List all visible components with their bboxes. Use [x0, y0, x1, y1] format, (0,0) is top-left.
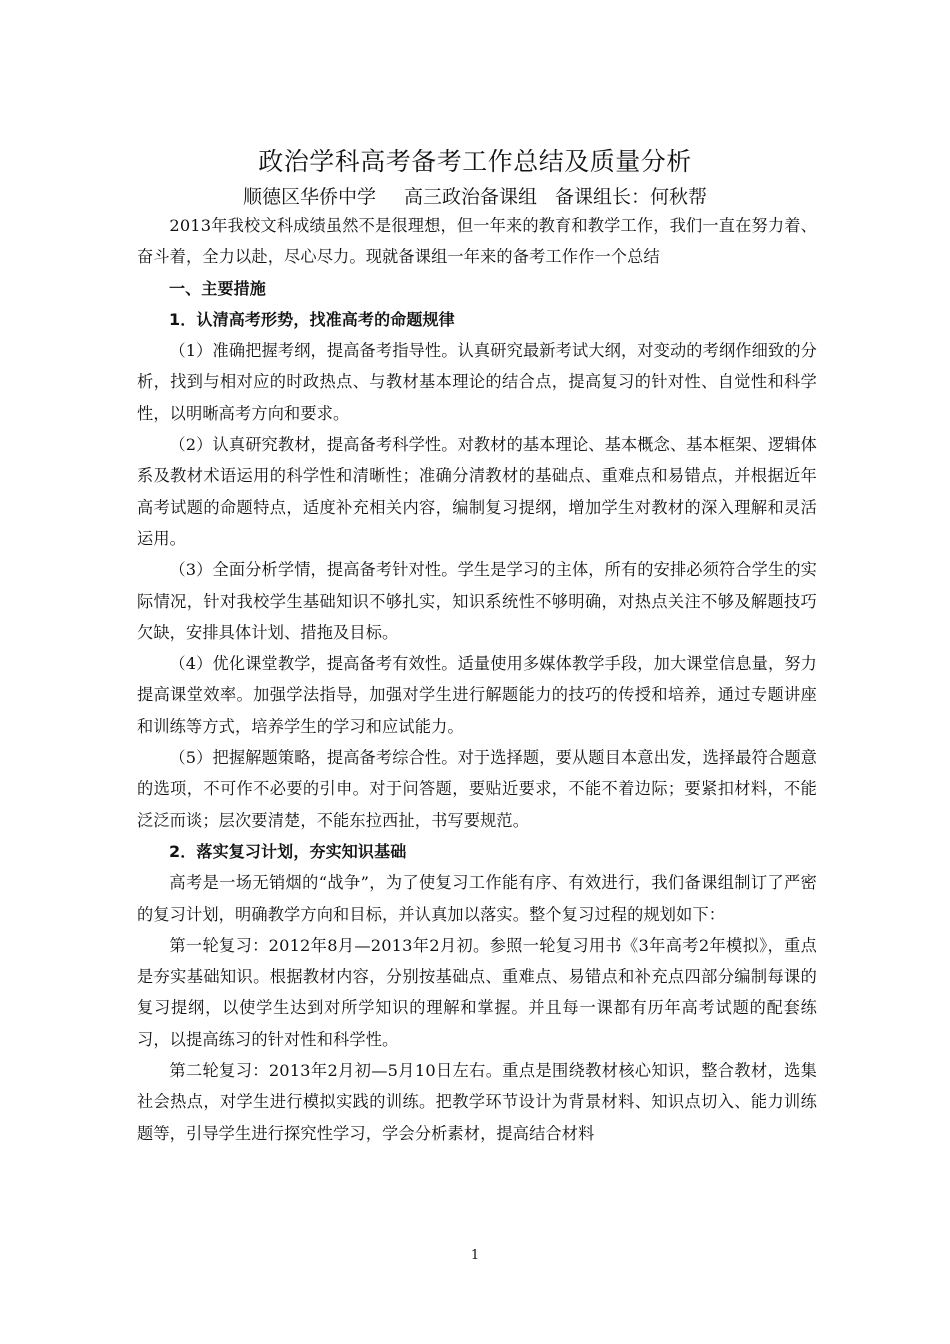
document-body [137, 210, 817, 1149]
document-title: 政治学科高考备考工作总结及质量分析 [258, 147, 692, 176]
byline-school: 顺德区华侨中学 [242, 186, 376, 208]
document-byline [0, 183, 950, 211]
section-heading: 一、主要措施 [169, 278, 266, 298]
body-paragraph: 第二轮复习：2013年2月初—5月10日左右。重点是围绕教材核心知识，整合教材，选集社会热点，对学生进行模拟实践的训练。把教学环节设计为背景材料、知识点切入、能力训练题等，引导学生进行探究性学习，学会分析素材，提高结合材料 [137, 1061, 817, 1143]
body-paragraph: 高考是一场无销烟的“战争”，为了使复习工作能有序、有效进行，我们备课组制订了严密的复习计划，明确教学方向和目标，并认真加以落实。整个复习过程的规划如下： [137, 873, 817, 924]
body-paragraph: （3）全面分析学情，提高备考针对性。学生是学习的主体，所有的安排必须符合学生的实际情况，针对我校学生基础知识不够扎实，知识系统性不够明确，对热点关注不够及解题技巧欠缺，安排具体计划、措拖及目标。 [137, 560, 817, 642]
body-paragraph: （1）准确把握考纲，提高备考指导性。认真研究最新考试大纲，对变动的考纲作细致的分析，找到与相对应的时政热点、与教材基本理论的结合点，提高复习的针对性、自觉性和科学性，以明晰高考方向和要求。 [137, 341, 817, 423]
byline-leader: 备课组长：何秋帮 [555, 186, 708, 208]
body-paragraph: （4）优化课堂教学，提高备考有效性。适量使用多媒体教学手段，加大课堂信息量，努力提高课堂效率。加强学法指导，加强对学生进行解题能力的技巧的传授和培养，通过专题讲座和训练等方式，培养学生的学习和应试能力。 [137, 654, 817, 736]
body-paragraph: （5）把握解题策略，提高备考综合性。对于选择题，要从题目本意出发，选择最符合题意的选项，不可作不必要的引申。对于问答题，要贴近要求，不能不着边际；要紧扣材料，不能泛泛而谈；层次要清楚，不能东拉西扯，书写要规范。 [137, 748, 817, 830]
subsection-heading: 1．认清高考形势，找准高考的命题规律 [169, 309, 455, 329]
page-number: 1 [470, 1248, 480, 1263]
subsection-heading: 2．落实复习计划，夯实知识基础 [169, 841, 407, 861]
intro-paragraph: 2013年我校文科成绩虽然不是很理想，但一年来的教育和教学工作，我们一直在努力着、奋斗着，全力以赴，尽心尽力。现就备课组一年来的备考工作作一个总结 [137, 216, 817, 267]
body-paragraph: 第一轮复习：2012年8月—2013年2月初。参照一轮复习用书《3年高考2年模拟》，重点是夯实基础知识。根据教材内容，分别按基础点、重难点、易错点和补充点四部分编制每课的复习提纲，以使学生达到对所学知识的理解和掌握。并且每一课都有历年高考试题的配套练习，以提高练习的针对性和科学性。 [137, 935, 817, 1049]
body-paragraph: （2）认真研究教材，提高备考科学性。对教材的基本理论、基本概念、基本框架、逻辑体系及教材术语运用的科学性和清晰性；准确分清教材的基础点、重难点和易错点，并根据近年高考试题的命题特点，适度补充相关内容，编制复习提纲，增加学生对教材的深入理解和灵活运用。 [137, 435, 817, 548]
byline-group: 高三政治备课组 [403, 186, 537, 208]
